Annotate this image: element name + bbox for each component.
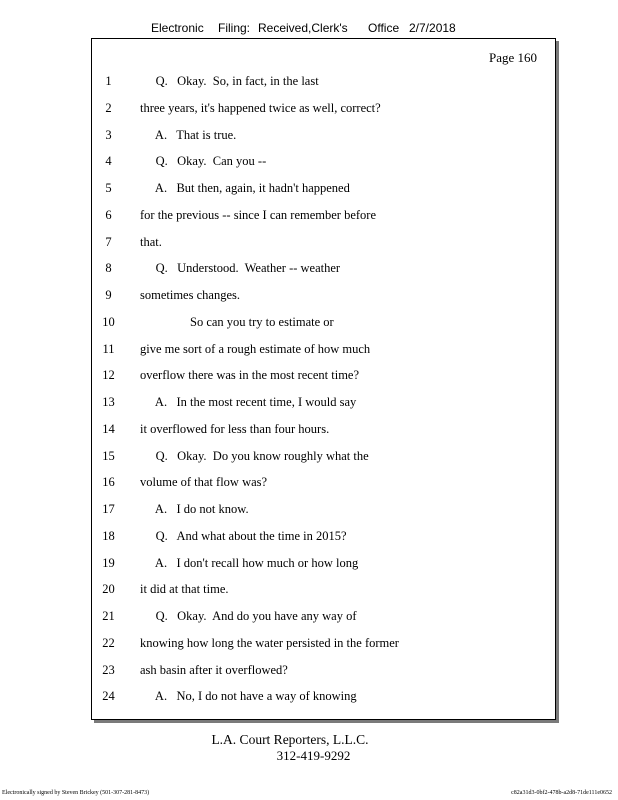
line-number: 10 (102, 315, 115, 329)
line-number: 23 (102, 663, 115, 677)
line-number: 22 (102, 636, 115, 650)
page-number: Page 160 (488, 50, 537, 65)
footer-phone: 312-419-9292 (276, 748, 351, 763)
line-text: give me sort of a rough estimate of how much (140, 342, 371, 356)
filing-header-office: Office (368, 21, 400, 35)
line-text: ash basin after it overflowed? (140, 663, 288, 677)
transcript-line (92, 419, 555, 439)
line-text: A. I don't recall how much or how long (140, 556, 359, 570)
transcript-page (91, 38, 556, 720)
line-number: 1 (105, 74, 112, 88)
line-number: 12 (102, 368, 115, 382)
line-text: Q. And what about the time in 2015? (140, 529, 347, 543)
line-text: A. But then, again, it hadn't happened (140, 181, 350, 195)
line-number: 3 (105, 128, 112, 142)
transcript-line (92, 365, 555, 385)
line-number: 16 (102, 475, 115, 489)
document-hash: c82a31d3-0bf2-478b-a2d8-71de111e0652 (511, 790, 612, 796)
transcript-line (92, 232, 555, 252)
footer-company: L.A. Court Reporters, L.L.C. (211, 732, 369, 747)
line-number: 6 (105, 208, 112, 222)
line-text: Q. Okay. And do you have any way of (140, 609, 357, 623)
line-text: knowing how long the water persisted in the former (140, 636, 399, 650)
filing-header-filing: Filing: (218, 21, 251, 35)
transcript-line (92, 312, 555, 332)
line-number: 18 (102, 529, 115, 543)
line-text: sometimes changes. (140, 288, 240, 302)
transcript-line (92, 258, 555, 278)
line-number: 17 (102, 502, 115, 516)
line-text: volume of that flow was? (140, 475, 268, 489)
line-number: 14 (102, 422, 115, 436)
transcript-line (92, 151, 555, 171)
line-text: A. In the most recent time, I would say (140, 395, 357, 409)
line-number: 8 (105, 261, 112, 275)
line-text: Q. Understood. Weather -- weather (140, 261, 341, 275)
transcript-line (92, 526, 555, 546)
line-text: that. (140, 235, 162, 249)
line-number: 15 (102, 449, 115, 463)
transcript-line (92, 472, 555, 492)
transcript-line (92, 633, 555, 653)
transcript-line (92, 125, 555, 145)
transcript-line (92, 606, 555, 626)
transcript-line (92, 392, 555, 412)
line-text: A. No, I do not have a way of knowing (140, 689, 357, 703)
line-text: So can you try to estimate or (140, 315, 334, 329)
transcript-line (92, 553, 555, 573)
line-text: Q. Okay. Can you -- (140, 154, 267, 168)
filing-header (0, 19, 618, 37)
line-number: 24 (102, 689, 115, 703)
transcript-line (92, 499, 555, 519)
line-text: overflow there was in the most recent time? (140, 368, 360, 382)
filing-header-electronic: Electronic (151, 21, 204, 35)
line-number: 19 (102, 556, 115, 570)
transcript-line (92, 660, 555, 680)
line-number: 2 (105, 101, 112, 115)
line-number: 5 (105, 181, 112, 195)
transcript-line (92, 98, 555, 118)
line-number: 9 (105, 288, 112, 302)
transcript-line (92, 71, 555, 91)
line-text: Q. Okay. Do you know roughly what the (140, 449, 369, 463)
line-number: 13 (102, 395, 115, 409)
transcript-line (92, 446, 555, 466)
transcript-line (92, 178, 555, 198)
transcript-line (92, 686, 555, 706)
transcript-line (92, 579, 555, 599)
line-text: A. That is true. (140, 128, 237, 142)
line-text: for the previous -- since I can remember before (140, 208, 376, 222)
transcript-line (92, 285, 555, 305)
filing-header-date: 2/7/2018 (409, 21, 456, 35)
line-number: 11 (102, 342, 115, 356)
line-text: it overflowed for less than four hours. (140, 422, 330, 436)
line-text: three years, it's happened twice as well, correct? (140, 101, 381, 115)
line-text: A. I do not know. (140, 502, 249, 516)
line-number: 20 (102, 582, 115, 596)
electronic-signature-note: Electronically signed by Steven Brickey (501-307-281-8473) (2, 790, 150, 796)
line-text: Q. Okay. So, in fact, in the last (140, 74, 319, 88)
line-text: it did at that time. (140, 582, 229, 596)
transcript-line (92, 339, 555, 359)
filing-header-received: Received,Clerk's (258, 21, 348, 35)
line-number: 4 (105, 154, 112, 168)
line-number: 21 (102, 609, 115, 623)
transcript-line (92, 205, 555, 225)
line-number: 7 (105, 235, 112, 249)
